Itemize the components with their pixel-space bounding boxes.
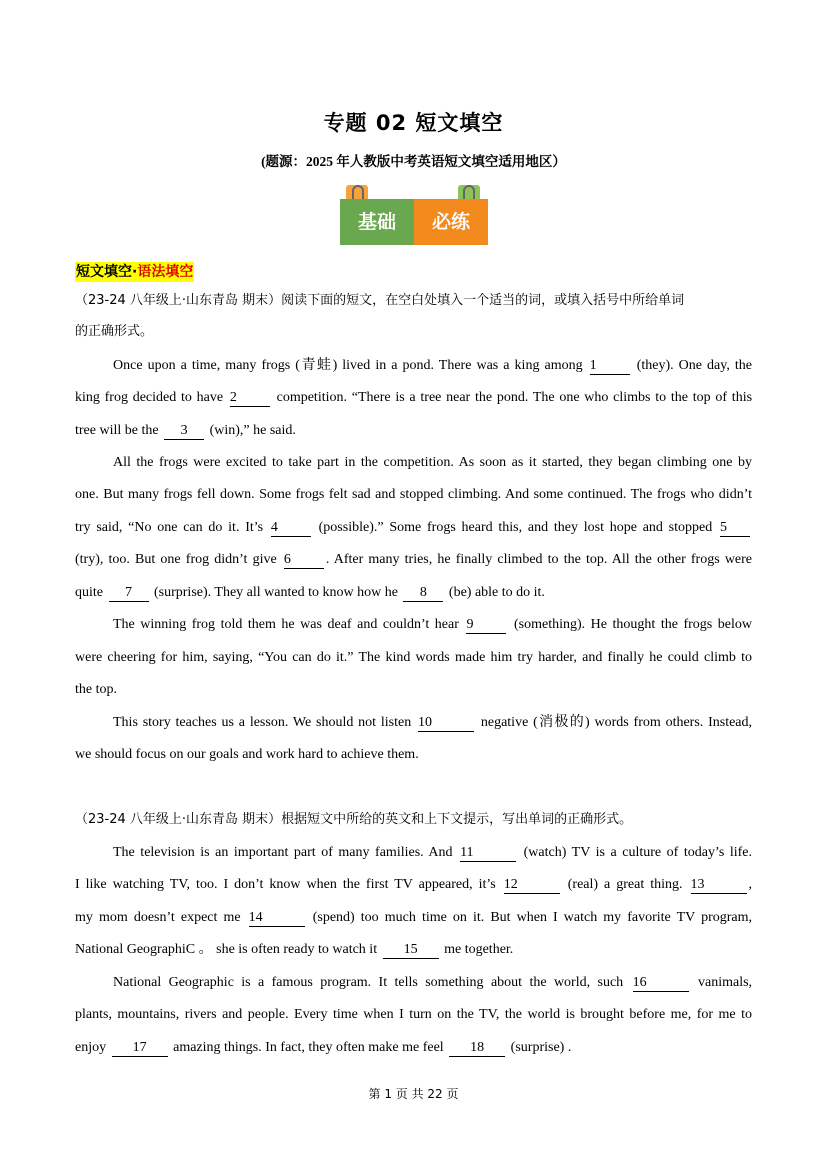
- page-subtitle: (题源：2025 年人教版中考英语短文填空适用地区）: [261, 154, 566, 169]
- passage1-line: were cheering for him, saying, “You can do it.” The kind words made him try harder, and finally he could climb to: [75, 650, 752, 665]
- section-label: [75, 262, 194, 282]
- level-badge: [340, 185, 488, 245]
- text-span: (surprise) .: [510, 1040, 572, 1055]
- text-span: (something). He thought the frogs below: [513, 617, 753, 632]
- blank-3[interactable]: 3: [164, 423, 204, 440]
- passage2-line: plants, mountains, rivers and people. Every time when I turn on the TV, the world is brought before me, for me to: [75, 1007, 752, 1022]
- text-span: (be) able to do it.: [448, 585, 545, 600]
- text-span: try said, “No one can do it. It’s: [75, 520, 264, 535]
- text-span: king frog decided to have: [75, 390, 224, 405]
- passage1-line: we should focus on our goals and work hard to achieve them.: [75, 747, 419, 762]
- passage2-line: [75, 973, 752, 993]
- passage1-line: All the frogs were excited to take part in the competition. As soon as it started, they began climbing one by: [113, 455, 752, 470]
- passage1-line: [75, 550, 752, 570]
- text-span: (win),” he said.: [209, 423, 296, 438]
- blank-5[interactable]: 5: [720, 520, 750, 537]
- text-span: competition. “There is a tree near the pond. The one who climbs to the top of this: [276, 390, 753, 405]
- blank-7[interactable]: 7: [109, 585, 149, 602]
- text-span: This story teaches us a lesson. We should not listen: [113, 715, 412, 730]
- text-span: National Geographic is a famous program. It tells something about the world, such: [113, 975, 624, 990]
- text-span: (watch) TV is a culture of today’s life.: [523, 845, 753, 860]
- text-span: quite: [75, 585, 103, 600]
- blank-10[interactable]: 10: [418, 715, 474, 732]
- passage2-line: [75, 940, 752, 960]
- text-span: (they). One day, the: [636, 358, 752, 373]
- passage2-line: [75, 875, 752, 895]
- blank-13[interactable]: 13: [691, 877, 747, 894]
- passage2-line: [75, 908, 752, 928]
- text-span: (possible).” Some frogs heard this, and they lost hope and stopped: [318, 520, 713, 535]
- text-span: National GeographiC 。 she is often ready to watch it: [75, 942, 378, 957]
- text-span: (real) a great thing.: [567, 877, 683, 892]
- text-span: I like watching TV, too. I don’t know when the first TV appeared, it’s: [75, 877, 496, 892]
- passage1-line: [75, 713, 752, 733]
- blank-6[interactable]: 6: [284, 552, 324, 569]
- blank-11[interactable]: 11: [460, 845, 516, 862]
- passage2-line: [75, 1038, 752, 1058]
- text-span: negative (消极的) words from others. Instead,: [480, 715, 753, 730]
- badge-right-label: 必练: [414, 199, 488, 245]
- text-span: ,: [748, 877, 753, 892]
- text-span: tree will be the: [75, 423, 159, 438]
- passage1-line: [75, 583, 752, 603]
- passage1-line: [75, 518, 752, 538]
- text-span: me together.: [444, 942, 514, 957]
- badge-left-label: 基础: [340, 199, 414, 245]
- text-span: (try), too. But one frog didn’t give: [75, 552, 277, 567]
- blank-15[interactable]: 15: [383, 942, 439, 959]
- passage1-intro-line1: （23-24 八年级上·山东青岛 期末）阅读下面的短文，在空白处填入一个适当的词，或填入括号中所给单词: [75, 293, 685, 308]
- passage1-line: [75, 388, 752, 408]
- blank-9[interactable]: 9: [466, 617, 506, 634]
- blank-16[interactable]: 16: [633, 975, 689, 992]
- blank-8[interactable]: 8: [403, 585, 443, 602]
- blank-1[interactable]: 1: [590, 358, 630, 375]
- section-label-highlight: 语法填空: [137, 264, 194, 280]
- text-span: amazing things. In fact, they often make me feel: [173, 1040, 444, 1055]
- blank-4[interactable]: 4: [271, 520, 311, 537]
- text-span: . After many tries, he finally climbed to the top. All the other frogs were: [325, 552, 753, 567]
- blank-2[interactable]: 2: [230, 390, 270, 407]
- page-title: 专题 02 短文填空: [323, 111, 504, 135]
- passage2-line: [75, 843, 752, 863]
- passage2-intro: （23-24 八年级上·山东青岛 期末）根据短文中所给的英文和上下文提示，写出单词的正确形式。: [75, 812, 633, 827]
- text-span: The winning frog told them he was deaf and couldn’t hear: [113, 617, 459, 632]
- text-span: my mom doesn’t expect me: [75, 910, 241, 925]
- blank-12[interactable]: 12: [504, 877, 560, 894]
- blank-18[interactable]: 18: [449, 1040, 505, 1057]
- passage1-line: [75, 615, 752, 635]
- passage1-line: one. But many frogs fell down. Some frogs felt sad and stopped climbing. And some continued. The frogs who didn’t: [75, 487, 752, 502]
- section-label-main: 短文填空·: [76, 264, 138, 280]
- passage1-intro-line2: 的正确形式。: [75, 324, 154, 339]
- text-span: (surprise). They all wanted to know how he: [154, 585, 398, 600]
- blank-17[interactable]: 17: [112, 1040, 168, 1057]
- text-span: The television is an important part of many families. And: [113, 845, 453, 860]
- passage1-line: [75, 356, 752, 376]
- page-footer: 第 1 页 共 22 页: [368, 1087, 459, 1101]
- text-span: enjoy: [75, 1040, 107, 1055]
- passage1-line: [75, 421, 752, 441]
- text-span: (spend) too much time on it. But when I watch my favorite TV program,: [312, 910, 753, 925]
- blank-14[interactable]: 14: [249, 910, 305, 927]
- text-span: vanimals,: [697, 975, 753, 990]
- text-span: Once upon a time, many frogs (青蛙) lived in a pond. There was a king among: [113, 358, 583, 373]
- passage1-line: the top.: [75, 682, 117, 697]
